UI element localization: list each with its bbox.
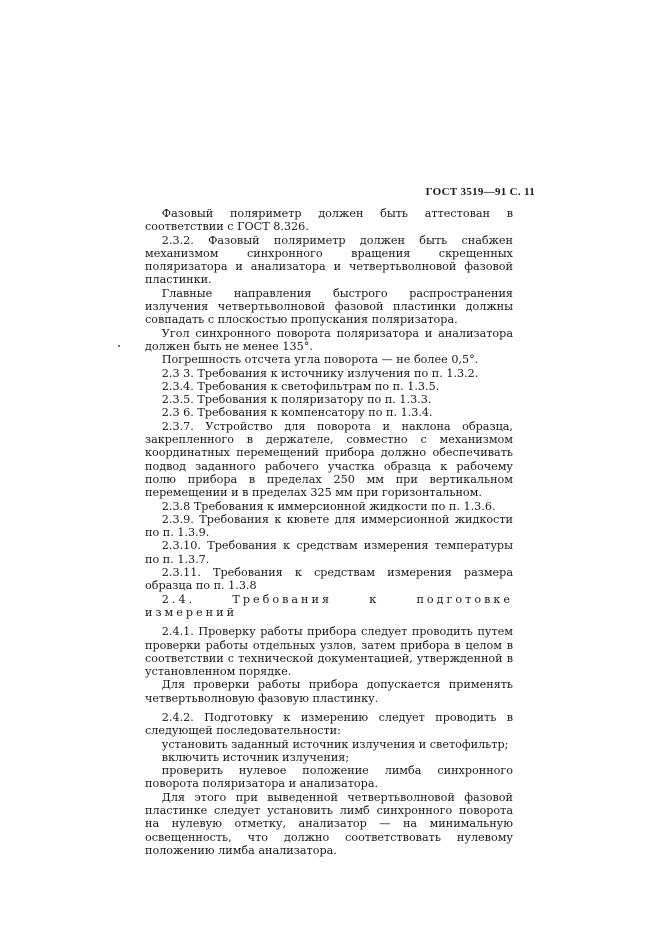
paragraph: 2.3.9. Требования к кювете для иммерсионной жидкости по п. 1.3.9.	[145, 512, 513, 540]
list-item: включить источник излучения;	[161, 750, 350, 764]
list-item: установить заданный источник излучения и светофильтр;	[161, 737, 509, 751]
paragraph: 2.3.2. Фазовый поляриметр должен быть снабжен механизмом синхронного вращения скрещенных поляризатора и анализатора и четвертьволновой фазовой пластинки.	[145, 233, 513, 287]
paragraph: 2.3.10. Требования к средствам измерения температуры по п. 1.3.7.	[145, 539, 513, 566]
paragraph: Угол синхронного поворота поляризатора и анализатора должен быть не менее 135°.	[145, 326, 513, 353]
paragraph: 2.3.5. Требования к поляризатору по п. 1.3.3.	[161, 393, 432, 407]
paragraph: 2.3 3. Требования к источнику излучения по п. 1.3.2.	[161, 366, 479, 380]
paragraph: Главные направления быстрого распространения излучения четвертьволновой фазовой пластинки должны совпадать с плоскостью пропускания поляризатора.	[145, 286, 513, 327]
margin-mark	[118, 345, 120, 347]
paragraph: Погрешность отсчета угла поворота — не более 0,5°.	[161, 353, 479, 367]
paragraph: 2.3.8 Требования к иммерсионной жидкости по п. 1.3.6.	[161, 499, 496, 513]
paragraph: 2.3.11. Требования к средствам измерения размера образца по п. 1.3.8	[145, 566, 513, 593]
paragraph: 2.3.4. Требования к светофильтрам по п. 1.3.5.	[161, 379, 440, 393]
paragraph: 2.4.2. Подготовку к измерению следует проводить в следующей последовательности:	[145, 710, 513, 738]
section-heading: 2.4. Требования к подготовке измерений	[145, 592, 513, 619]
page-header: ГОСТ 3519—91 С. 11	[425, 186, 535, 198]
document-body	[145, 207, 513, 857]
paragraph: 2.4.1. Проверку работы прибора следует проводить путем проверки работы отдельных узлов, затем прибора в целом в соответствии с технической документацией, утвержденной в установленном порядке.	[145, 625, 513, 679]
paragraph: Для этого при выведенной четвертьволновой фазовой пластинке следует установить лимб синхронного поворота на нулевую отметку, анализатор — на минимальную освещенность, что должно соответствовать нулевому положению лимба анализатора.	[145, 790, 513, 857]
paragraph: Фазовый поляриметр должен быть аттестован в соответствии с ГОСТ 8.326.	[145, 207, 513, 234]
paragraph: 2.3.7. Устройство для поворота и наклона образца, закрепленного в держателе, совместно с механизмом координатных перемещений прибора должно обеспечивать подвод заданного рабочего участка образца к рабочему полю прибора в пределах 250 мм при вертикальном перемещении и в пределах 325 мм при горизонтальном.	[145, 419, 513, 500]
list-item: проверить нулевое положение лимба синхронного поворота поляризатора и анализатора.	[145, 764, 513, 791]
paragraph: Для проверки работы прибора допускается применять четвертьволновую фазовую пластинку.	[145, 678, 513, 705]
paragraph: 2.3 6. Требования к компенсатору по п. 1.3.4.	[161, 406, 433, 420]
